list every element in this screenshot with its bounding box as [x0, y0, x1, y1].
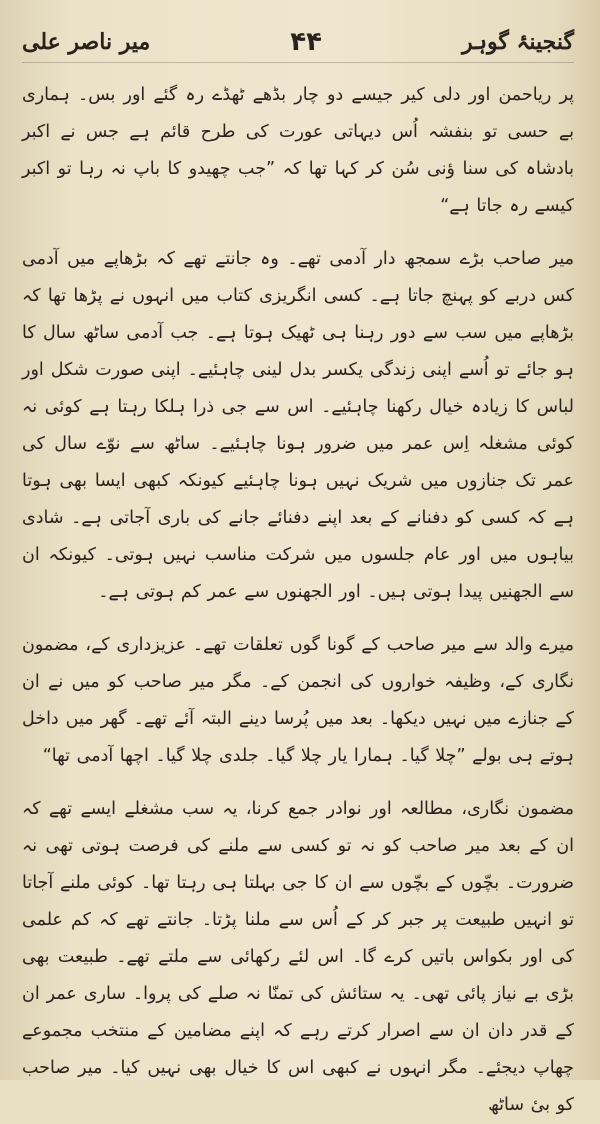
page-number: ۴۴	[290, 27, 323, 57]
paragraph: میرے والد سے میر صاحب کے گونا گوں تعلقات تھے۔ عزیزداری کے، مضمون نگاری کے، وظیفہ خواروں کی انجمن کے۔ مگر میر صاحب کو میں نے ان کے جنازے میں نہیں دیکھا۔ بعد میں پُرسا دینے البتہ آئے تھے۔ گھر میں داخل ہوتے ہی بولے ”چلا گیا۔ ہمارا یار چلا گیا۔ جلدی چلا گیا۔ اچھا آدمی تھا“	[22, 635, 574, 766]
paragraph: پر ریاحمن اور دلی کیر جیسے دو چار بڈھے ٹھڈے رہ گئے اور بس۔ ہماری بے حسی تو بنفشہ اُس دیہاتی عورت کی طرح قائم ہے جس نے اکبر بادشاہ کی سنا ؤنی سُن کر کہا تھا کہ ”جب چھیدو کا باپ نہ رہا تو اکبر کیسے رہ جاتا ہے“	[22, 85, 574, 216]
paragraph: مضمون نگاری، مطالعہ اور نوادر جمع کرنا، یہ سب مشغلے ایسے تھے کہ ان کے بعد میر صاحب کو نہ تو کسی سے ملنے کی فرصت ہوتی تھی نہ ضرورت۔ بچّوں کے بچّوں سے ان کا جی بہلتا ہی رہتا تھا۔ کوئی ملنے آجاتا تو انہیں طبیعت پر جبر کر کے اُس سے ملنا پڑتا۔ جانتے تھے کہ کم علمی کی اور بکواس باتیں کرے گا۔ اس لئے رکھائی سے ملتے تھے۔ طبیعت بھی بڑی بے نیاز پائی تھی۔ یہ ستائش کی تمنّا نہ صلے کی پروا۔ ساری عمر ان کے قدر دان ان سے اصرار کرتے رہے کہ اپنے مضامین کے منتخب مجموعے چھاپ دیجئے۔ مگر انہوں نے کبھی اس کا خیال بھی نہیں کیا۔ میر صاحب کو بیٔ ساٹھ	[22, 799, 574, 1115]
author-name: میر ناصر علی	[22, 29, 151, 55]
book-title: گنجینۂ گوہر	[461, 29, 574, 55]
paragraph: میر صاحب بڑے سمجھ دار آدمی تھے۔ وہ جانتے تھے کہ بڑھاپے میں آدمی کس دربے کو پہنچ جاتا ہے۔ کسی انگریزی کتاب میں انہوں نے پڑھا تھا کہ بڑھاپے میں سب سے دور رہنا ہی ٹھیک ہوتا ہے۔ جب آدمی ساٹھ سال کا ہو جائے تو اُسے اپنی زندگی یکسر بدل لینی چاہئیے۔ اپنی صورت شکل اور لباس کا زیادہ خیال رکھنا چاہئیے۔ اس سے جی ذرا ہلکا رہتا ہے کوئی نہ کوئی مشغلہ اِس عمر میں ضرور ہونا چاہئیے۔ ساٹھ سے نوّے سال کی عمر تک جنازوں میں شریک نہیں ہونا چاہئیے کیونکہ کبھی ایسا بھی ہوتا ہے کہ کسی کو دفنانے کے بعد اپنے دفنائے جانے کی باری آجاتی ہے۔ شادی بیاہوں میں اور عام جلسوں میں شرکت مناسب نہیں ہوتی۔ کیونکہ ان سے الجھنیں پیدا ہوتی ہیں۔ اور الجھنوں سے عمر کم ہوتی ہے۔	[22, 249, 574, 602]
body-text	[22, 77, 574, 1124]
page-header	[22, 22, 574, 63]
